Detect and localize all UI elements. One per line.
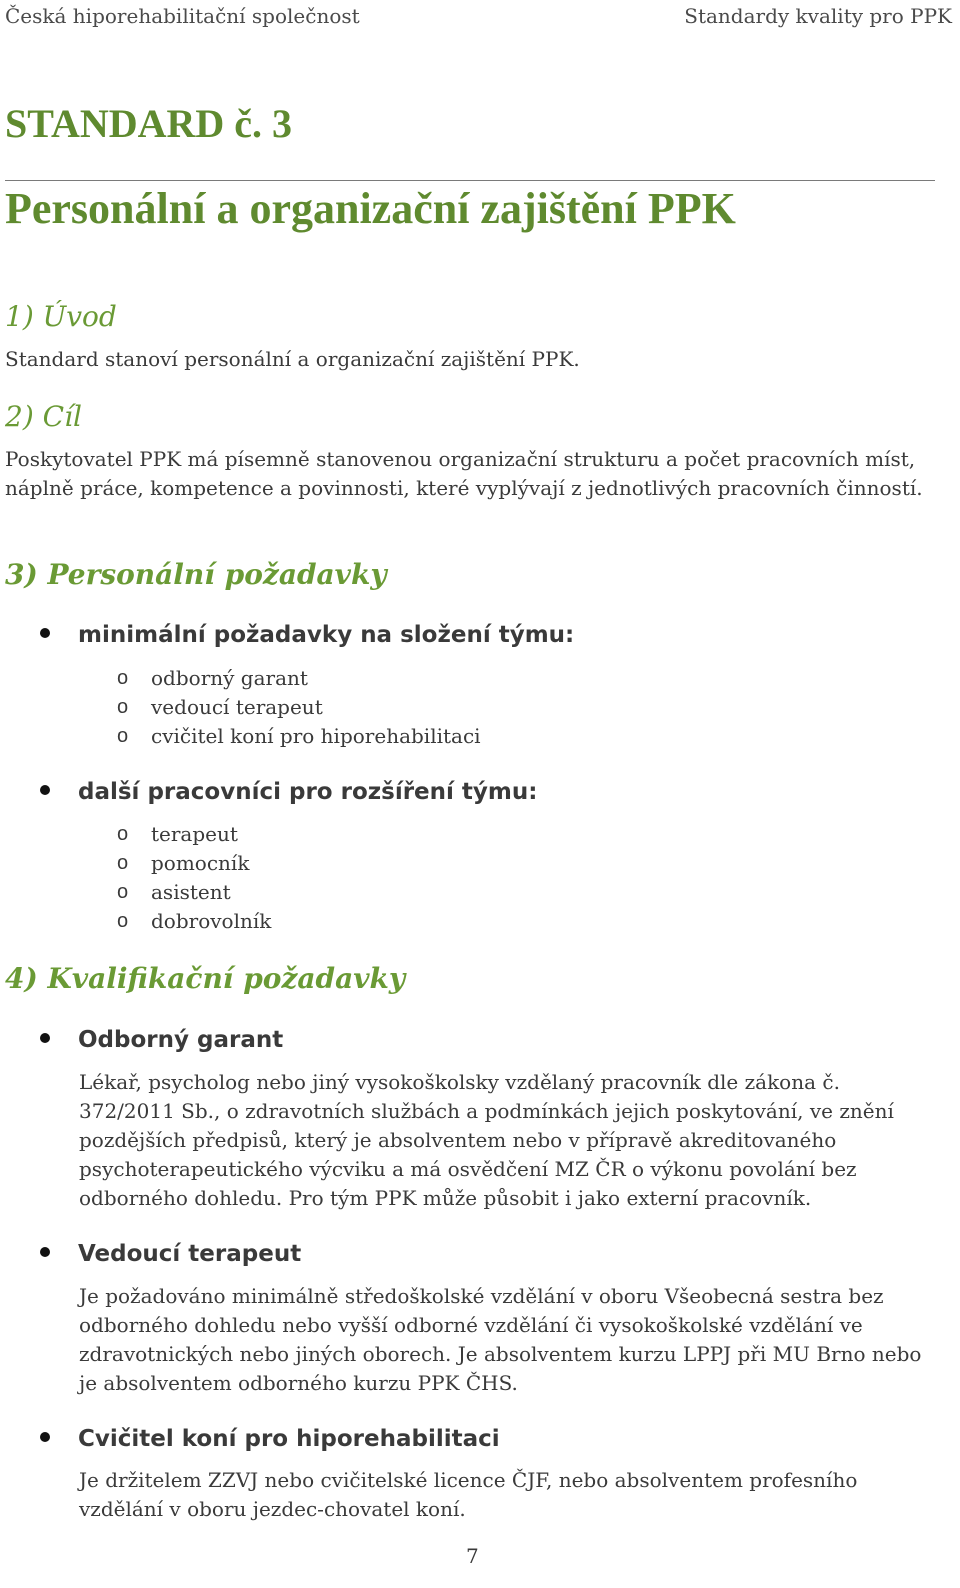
- bullet-min-team: [40, 622, 574, 648]
- list-item-label: odborný garant: [151, 666, 308, 690]
- page-header: [5, 4, 952, 28]
- section-heading-goal: 2) Cíl: [5, 400, 82, 433]
- list-item: [117, 722, 481, 751]
- section-heading-qualification: 4) Kvalifikační požadavky: [5, 962, 406, 995]
- list-item: [117, 820, 271, 849]
- list-item-label: cvičitel koní pro hiporehabilitaci: [151, 724, 481, 748]
- list-item: [117, 693, 481, 722]
- goal-text: Poskytovatel PPK má písemně stanovenou organizační strukturu a počet pracovních míst, náplně práce, kompetence a povinnosti, které vyplývají z jednotlivých pracovních činností.: [5, 447, 923, 500]
- min-team-list: [117, 664, 481, 751]
- bullet-dot-icon: [40, 1033, 50, 1043]
- intro-text: Standard stanoví personální a organizační zajištění PPK.: [5, 347, 580, 371]
- list-item: [117, 849, 271, 878]
- bullet-lead-therapist: [40, 1241, 301, 1267]
- list-item-label: asistent: [151, 880, 231, 904]
- header-organization: Česká hiporehabilitační společnost: [5, 4, 360, 28]
- bullet-garant: [40, 1027, 283, 1053]
- section-heading-staff: 3) Personální požadavky: [5, 558, 387, 591]
- page-number: 7: [466, 1544, 479, 1568]
- list-item-label: pomocník: [151, 851, 250, 875]
- standard-label: STANDARD č. 3: [5, 101, 293, 146]
- circle-bullet-icon: o: [117, 667, 129, 689]
- list-item-label: dobrovolník: [151, 909, 272, 933]
- lead-therapist-text: Je požadováno minimálně středoškolské vzdělání v oboru Všeobecná sestra bez odborného dohledu nebo vyšší odborné vzdělání či vysokoškolské vzdělání ve zdravotnických nebo jiných oborech. Je absolventem kurzu LPPJ při MU Brno nebo je absolventem odborného kurzu PPK ČHS.: [79, 1284, 922, 1395]
- horse-trainer-text: Je držitelem ZZVJ nebo cvičitelské licence ČJF, nebo absolventem profesního vzdělání v oboru jezdec-chovatel koní.: [79, 1468, 858, 1521]
- bullet-dot-icon: [40, 1432, 50, 1442]
- bullet-extended-team: [40, 779, 537, 805]
- page-title: Personální a organizační zajištění PPK: [5, 184, 736, 233]
- header-document-title: Standardy kvality pro PPK: [684, 4, 952, 28]
- list-item: [117, 878, 271, 907]
- circle-bullet-icon: o: [117, 725, 129, 747]
- garant-text: Lékař, psycholog nebo jiný vysokoškolsky vzdělaný pracovník dle zákona č. 372/2011 Sb., o zdravotních službách a podmínkách jejich poskytování, ve znění pozdějších předpisů, který je absolventem nebo v přípravě akreditovaného psychoterapeutického výcviku a má osvědčení MZ ČR o výkonu povolání bez odborného dohledu. Pro tým PPK může působit i jako externí pracovník.: [79, 1070, 894, 1210]
- circle-bullet-icon: o: [117, 910, 129, 932]
- min-team-label: minimální požadavky na složení týmu:: [78, 622, 575, 648]
- extended-team-label: další pracovníci pro rozšíření týmu:: [78, 779, 538, 805]
- lead-therapist-label: Vedoucí terapeut: [78, 1241, 302, 1267]
- circle-bullet-icon: o: [117, 696, 129, 718]
- section-heading-intro: 1) Úvod: [5, 300, 117, 333]
- horse-trainer-label: Cvičitel koní pro hiporehabilitaci: [78, 1426, 500, 1452]
- list-item-label: vedoucí terapeut: [151, 695, 323, 719]
- list-item-label: terapeut: [151, 822, 238, 846]
- bullet-dot-icon: [40, 1247, 50, 1257]
- bullet-dot-icon: [40, 785, 50, 795]
- circle-bullet-icon: o: [117, 852, 129, 874]
- circle-bullet-icon: o: [117, 823, 129, 845]
- list-item: [117, 664, 481, 693]
- extended-team-list: [117, 820, 271, 936]
- bullet-dot-icon: [40, 628, 50, 638]
- garant-label: Odborný garant: [78, 1027, 284, 1053]
- title-divider: [5, 180, 935, 181]
- circle-bullet-icon: o: [117, 881, 129, 903]
- list-item: [117, 907, 271, 936]
- bullet-horse-trainer: [40, 1426, 500, 1452]
